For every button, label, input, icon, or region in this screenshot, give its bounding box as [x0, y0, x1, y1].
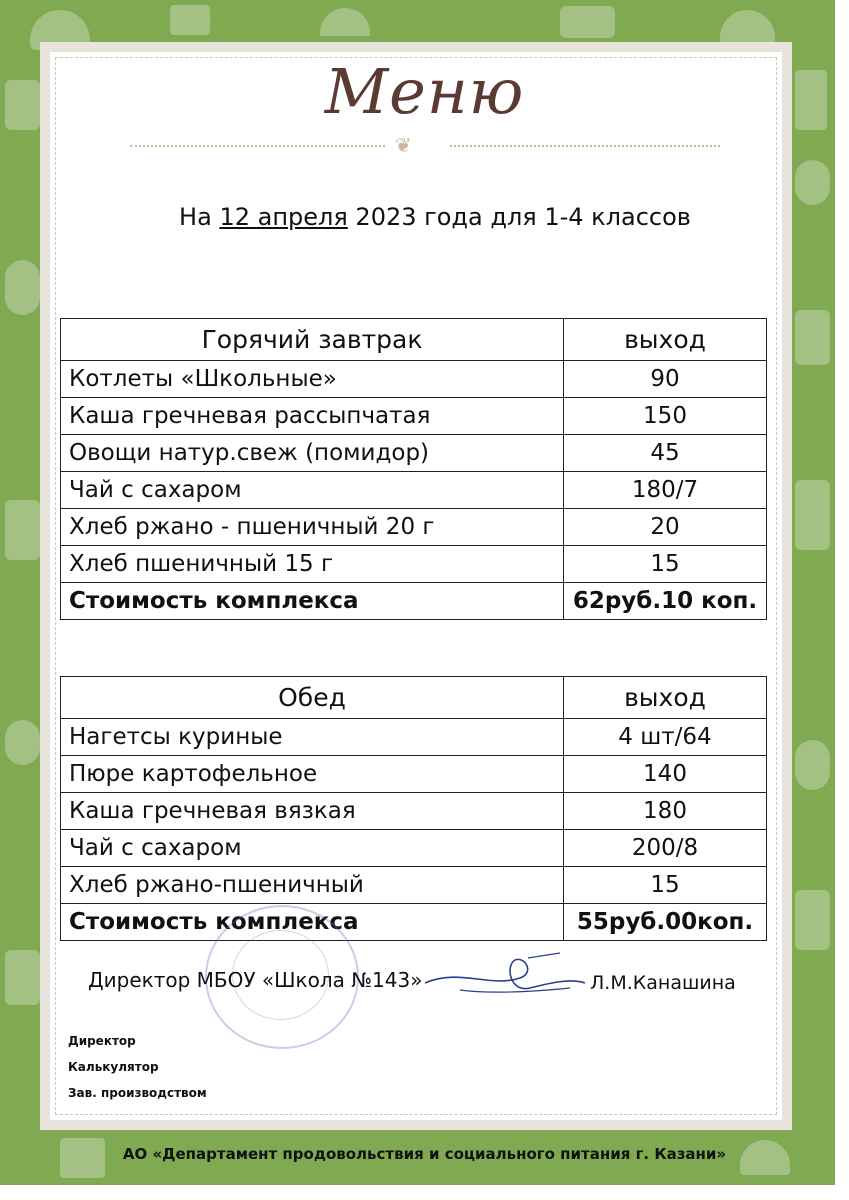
- table-row: [61, 546, 767, 583]
- yield-column-header: выход: [564, 677, 767, 719]
- decor-shape: [5, 950, 40, 1005]
- dish-name: Овощи натур.свеж (помидор): [61, 435, 564, 472]
- dish-name: Пюре картофельное: [61, 756, 564, 793]
- handwritten-signature: [420, 948, 590, 1003]
- dish-name: Нагетсы куриные: [61, 719, 564, 756]
- table-row: [61, 398, 767, 435]
- director-name: Л.М.Канашина: [590, 972, 736, 994]
- total-label: Стоимость комплекса: [61, 583, 564, 620]
- dish-name: Хлеб ржано-пшеничный: [61, 867, 564, 904]
- table-row: [61, 435, 767, 472]
- decor-shape: [560, 6, 615, 38]
- breakfast-heading: Горячий завтрак: [61, 319, 564, 361]
- total-label: Стоимость комплекса: [61, 904, 564, 941]
- dish-yield: 180/7: [564, 472, 767, 509]
- total-row: [61, 904, 767, 941]
- dish-name: Каша гречневая вязкая: [61, 793, 564, 830]
- table-row: [61, 719, 767, 756]
- decor-shape: [5, 500, 40, 560]
- decor-shape: [795, 740, 830, 790]
- decor-shape: [795, 310, 830, 365]
- table-row: [61, 830, 767, 867]
- date-line: [0, 203, 849, 231]
- dish-yield: 200/8: [564, 830, 767, 867]
- total-row: [61, 583, 767, 620]
- decor-shape: [795, 160, 830, 205]
- role-production-head: Зав. производством: [68, 1086, 207, 1100]
- dish-yield: 140: [564, 756, 767, 793]
- total-price: 62руб.10 коп.: [564, 583, 767, 620]
- table-row: [61, 472, 767, 509]
- dish-name: Чай с сахаром: [61, 472, 564, 509]
- role-director: Директор: [68, 1034, 136, 1048]
- dish-yield: 20: [564, 509, 767, 546]
- dish-yield: 15: [564, 867, 767, 904]
- date-underlined: 12 апреля: [219, 203, 348, 231]
- total-price: 55руб.00коп.: [564, 904, 767, 941]
- dish-yield: 4 шт/64: [564, 719, 767, 756]
- dish-name: Чай с сахаром: [61, 830, 564, 867]
- dish-yield: 15: [564, 546, 767, 583]
- table-row: [61, 867, 767, 904]
- lunch-table: [60, 676, 767, 941]
- table-row: [61, 361, 767, 398]
- table-row: [61, 793, 767, 830]
- dish-name: Каша гречневая рассыпчатая: [61, 398, 564, 435]
- date-suffix: 2023 года для 1-4 классов: [355, 203, 691, 231]
- title-divider-right: [450, 145, 720, 147]
- table-row: [61, 509, 767, 546]
- table-header-row: [61, 319, 767, 361]
- title-divider-left: [130, 145, 385, 147]
- dish-name: Хлеб ржано - пшеничный 20 г: [61, 509, 564, 546]
- breakfast-table: [60, 318, 767, 620]
- dish-name: Котлеты «Школьные»: [61, 361, 564, 398]
- footer-organization: АО «Департамент продовольствия и социального питания г. Казани»: [122, 1145, 727, 1163]
- role-calculator: Калькулятор: [68, 1060, 159, 1074]
- decor-shape: [795, 480, 830, 550]
- date-prefix: На: [179, 203, 212, 231]
- decor-shape: [170, 5, 210, 35]
- table-header-row: [61, 677, 767, 719]
- dish-yield: 90: [564, 361, 767, 398]
- dish-yield: 45: [564, 435, 767, 472]
- yield-column-header: выход: [564, 319, 767, 361]
- decor-shape: [5, 260, 40, 315]
- table-row: [61, 756, 767, 793]
- director-label: Директор МБОУ «Школа №143»: [88, 968, 423, 992]
- dish-name: Хлеб пшеничный 15 г: [61, 546, 564, 583]
- page-title: Меню: [324, 55, 525, 128]
- decor-shape: [320, 8, 370, 36]
- dish-yield: 180: [564, 793, 767, 830]
- decor-shape: [5, 720, 40, 765]
- flourish-ornament: ❦: [395, 133, 412, 157]
- dish-yield: 150: [564, 398, 767, 435]
- lunch-heading: Обед: [61, 677, 564, 719]
- decor-shape: [795, 890, 830, 950]
